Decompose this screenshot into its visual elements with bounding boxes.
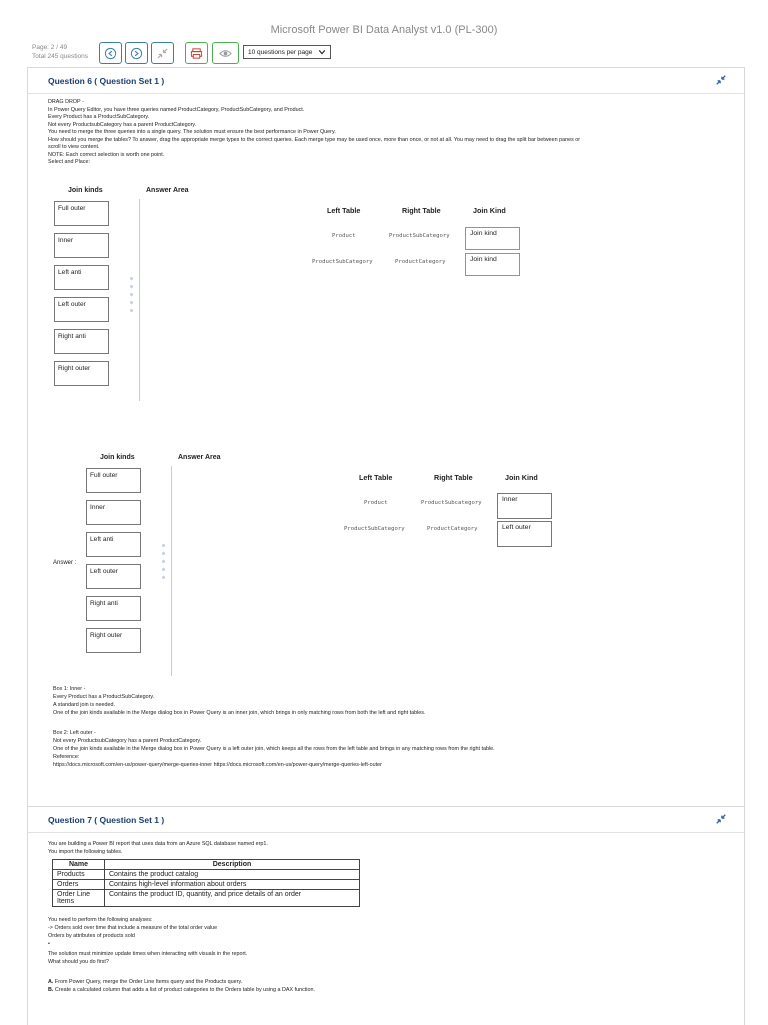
q7-after-line-1: You need to perform the following analyses: [48, 917, 153, 923]
eye-icon [219, 47, 232, 60]
answer-join-kind-option: Left anti [86, 532, 141, 557]
q7-intro-line-1: You are building a Power BI report that uses data from an Azure SQL database named erp1. [48, 841, 268, 847]
join-kind-option[interactable]: Full outer [54, 201, 109, 226]
explanation-line-3: A standard join is needed. [53, 702, 116, 708]
answer-join-kind-option: Full outer [86, 468, 141, 493]
answer-join-kind-option: Inner [86, 500, 141, 525]
q6-line-5: You need to merge the three queries into a single query. The solution must ensure the best performance in Power Query. [48, 129, 336, 135]
arrow-left-icon [104, 47, 117, 60]
collapse-all-button[interactable] [151, 42, 174, 64]
app-title: Microsoft Power BI Data Analyst v1.0 (PL-300) [270, 24, 498, 36]
answer-row2-right-table: ProductCategory [427, 526, 478, 532]
join-kind-option[interactable]: Left anti [54, 265, 109, 290]
explanation-line-7: Not every ProductsubCategory has a parent ProductCategory. [53, 738, 202, 744]
q6-line-1: DRAG DROP - [48, 99, 84, 105]
total-questions-label: Total 245 questions [32, 53, 89, 60]
row1-right-table: ProductSubCategory [389, 233, 450, 239]
q6-line-7: scroll to view content. [48, 144, 100, 150]
questions-per-page-select[interactable] [243, 45, 331, 59]
collapse-arrows-icon [156, 47, 169, 60]
page-label: Page: 2 / 49 [32, 44, 68, 51]
q7-after-line-6: What should you do first? [48, 959, 109, 965]
description-header: Description [105, 860, 360, 870]
answer-split-bar [171, 466, 172, 676]
explanation-line-2: Every Product has a ProductSubCategory. [53, 694, 155, 700]
answer-row2-left-table: ProductSubCategory [344, 526, 405, 532]
q6-line-4: Not every ProductsubCategory has a parent ProductCategory. [48, 121, 197, 128]
answer-split-bar-handle [162, 544, 166, 584]
answer-join-kind-header: Join Kind [505, 473, 538, 482]
table-cell: Contains the product ID, quantity, and price details of an order [105, 890, 360, 907]
reference-links[interactable]: https://docs.microsoft.com/en-us/power-query/merge-queries-inner https://docs.microsoft.com/en-us/power-query/merge-queries-left-outer [53, 762, 382, 768]
q7-after-line-4: • [48, 941, 50, 947]
answer-row1-left-table: Product [364, 500, 388, 506]
questions-per-page-value: 10 questions per page [248, 48, 313, 56]
table-row [53, 870, 360, 880]
previous-page-button[interactable] [99, 42, 122, 64]
page-info [32, 43, 88, 61]
answer-join-kinds-title: Join kinds [100, 454, 135, 461]
tables-list [52, 859, 360, 907]
table-row [53, 880, 360, 890]
answer-label: Answer : [53, 560, 77, 566]
table-cell: Products [53, 870, 105, 880]
q6-line-3: Every Product has a ProductSubCategory. [48, 114, 150, 120]
question-7-header [28, 807, 744, 833]
right-table-header: Right Table [402, 206, 441, 215]
question-7-card [27, 806, 745, 1025]
q7-intro-line-2: You import the following tables. [48, 849, 123, 855]
table-cell: Contains the product catalog [105, 870, 360, 880]
question-drag-drop-area [48, 181, 548, 401]
option-a-letter: A. [48, 979, 54, 985]
left-table-header: Left Table [327, 206, 361, 215]
collapse-question-icon[interactable] [715, 74, 727, 86]
answer-area-title: Answer Area [146, 187, 189, 194]
answer-row2-join-kind: Left outer [497, 521, 552, 547]
q7-after-line-5: The solution must minimize update times when interacting with visuals in the report. [48, 951, 248, 957]
name-header: Name [53, 860, 105, 870]
option-a[interactable] [48, 979, 242, 986]
split-bar[interactable] [139, 199, 140, 401]
join-kind-header: Join Kind [473, 206, 506, 215]
join-kinds-title: Join kinds [68, 187, 103, 194]
option-b-letter: B. [48, 987, 54, 993]
q7-after-line-2: -> Orders sold over time that include a measure of the total order value [48, 925, 218, 931]
row2-right-table: ProductCategory [395, 259, 446, 265]
explanation-line-4: One of the join kinds available in the Merge dialog box in Power Query is an inner join, which brings in only matching rows from both the left and right tables. [53, 710, 426, 716]
table-cell: Order Line Items [53, 890, 105, 907]
option-a-text: From Power Query, merge the Order Line Items query and the Products query. [54, 979, 243, 985]
table-cell: Orders [53, 880, 105, 890]
print-button[interactable] [185, 42, 208, 64]
answer-drag-drop-area [80, 448, 580, 678]
show-answers-button[interactable] [212, 42, 239, 64]
arrow-right-icon [130, 47, 143, 60]
row1-join-kind-dropzone[interactable]: Join kind [465, 227, 520, 250]
next-page-button[interactable] [125, 42, 148, 64]
answer-row1-right-table: ProductSubcategory [421, 500, 482, 506]
explanation-line-6: Box 2: Left outer - [53, 730, 96, 736]
answer-left-table-header: Left Table [359, 473, 393, 482]
q6-line-9: Select and Place: [48, 159, 90, 165]
option-b-text: Create a calculated column that adds a list of product categories to the Orders table by using a DAX function. [54, 987, 315, 993]
answer-right-table-header: Right Table [434, 473, 473, 482]
row1-left-table: Product [332, 233, 356, 239]
option-b[interactable] [48, 987, 315, 994]
join-kind-option[interactable]: Right anti [54, 329, 109, 354]
printer-icon [190, 47, 203, 60]
question-6-card [27, 67, 745, 807]
join-kind-option[interactable]: Right outer [54, 361, 109, 386]
q6-line-6: How should you merge the tables? To answer, drag the appropriate merge types to the correct queries. Each merge type may be used once, more than once, or not at all. You may need to drag the split bar between panes or [48, 136, 581, 143]
q7-after-line-3: Orders by attributes of products sold [48, 933, 135, 939]
explanation-line-1: Box 1: Inner - [53, 686, 86, 692]
question-7-title: Question 7 ( Question Set 1 ) [48, 815, 165, 825]
table-cell: Contains high-level information about orders [105, 880, 360, 890]
answer-row1-join-kind: Inner [497, 493, 552, 519]
split-bar-handle[interactable] [130, 277, 134, 317]
answer-join-kind-option: Right anti [86, 596, 141, 621]
answer-answer-area-title: Answer Area [178, 454, 221, 461]
explanation-line-8: One of the join kinds available in the Merge dialog box in Power Query is a left outer join, which keeps all the rows from the left table and brings in any matching rows from the right table. [53, 746, 495, 752]
q6-line-8: NOTE: Each correct selection is worth one point. [48, 151, 165, 158]
join-kind-option[interactable]: Inner [54, 233, 109, 258]
q6-line-2: In Power Query Editor, you have three queries named ProductCategory, ProductSubCategory, and Product. [48, 106, 305, 113]
answer-join-kind-option: Right outer [86, 628, 141, 653]
join-kind-option[interactable]: Left outer [54, 297, 109, 322]
question-6-header [28, 68, 744, 94]
question-6-title: Question 6 ( Question Set 1 ) [48, 76, 165, 86]
row2-join-kind-dropzone[interactable]: Join kind [465, 253, 520, 276]
explanation-line-9: Reference: [53, 754, 80, 760]
collapse-question-icon[interactable] [715, 813, 727, 825]
row2-left-table: ProductSubCategory [312, 259, 373, 265]
answer-join-kind-option: Left outer [86, 564, 141, 589]
table-row [53, 890, 360, 907]
chevron-down-icon [318, 48, 326, 56]
